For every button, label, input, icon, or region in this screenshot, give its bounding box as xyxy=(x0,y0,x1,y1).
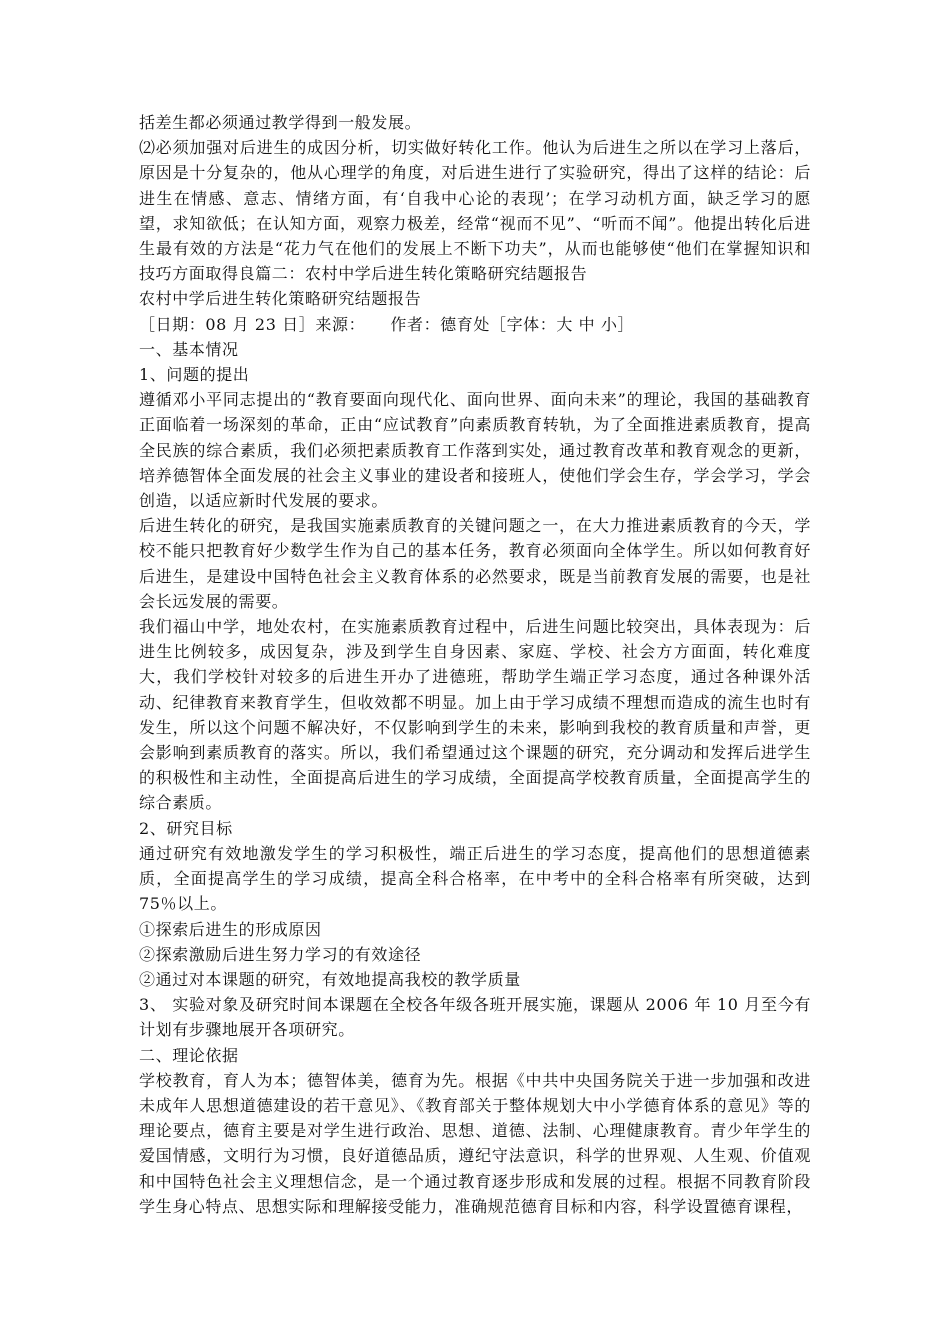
section-heading-theory: 二、理论依据 xyxy=(139,1045,239,1065)
subheading-problem: 1、问题的提出 xyxy=(139,365,250,385)
paragraph-goals: 通过研究有效地激发学生的学习积极性，端正后进生的学习态度，提高他们的思想道德素质，全面提高学生的学习成绩，提高全科合格率，在中考中的全科合格率有所突破，达到 75％以上。 xyxy=(139,843,811,914)
paragraph-theory: 学校教育，育人为本；德智体美，德育为先。根据《中共中央国务院关于进一步加强和改进未成年人思想道德建设的若干意见》、《教育部关于整体规划大中小学德育体系的意见》等的理论要点，德育主要是对学生进行政治、思想、道德、法制、心理健康教育。青少年学生的爱国情感，文明行为习惯，良好道德品质，遵纪守法意识，科学的世界观、人生观、价值观和中国特色社会主义理想信念，是一个通过教育逐步形成和发展的过程。根据不同教育阶段学生身心特点、思想实际和理解接受能力，准确规范德育目标和内容，科学设置德育课程， xyxy=(139,1070,811,1216)
subheading-goals: 2、研究目标 xyxy=(139,818,233,838)
paragraph-background: 遵循邓小平同志提出的“教育要面向现代化、面向世界、面向未来”的理论，我国的基础教育正面临着一场深刻的革命，正由“应试教育”向素质教育转轨，为了全面推进素质教育，提高全民族的综合素质，我们必须把素质教育工作落到实处，通过教育改革和教育观念的更新，培养德智体全面发展的社会主义事业的建设者和接班人，使他们学会生存，学会学习，学会创造，以适应新时代发展的要求。 xyxy=(139,390,811,511)
document-body xyxy=(139,110,811,1219)
goal-item-2: ②探索激励后进生努力学习的有效途径 xyxy=(139,944,422,964)
paragraph-analysis: ⑵必须加强对后进生的成因分析，切实做好转化工作。他认为后进生之所以在学习上落后，原因是十分复杂的，他从心理学的角度，对后进生进行了实验研究，得出了这样的结论：后进生在情感、意志、情绪方面，有‘自我中心论的表现’；在学习动机方面，缺乏学习的愿望，求知欲低；在认知方面，观察力极差，经常“视而不见”、“听而不闻”。他提出转化后进生最有效的方法是“花力气在他们的发展上不断下功夫”，从而也能够使“他们在掌握知识和技巧方面取得良篇二：农村中学后进生转化策略研究结题报告 xyxy=(139,138,811,284)
section-heading-basic: 一、基本情况 xyxy=(139,339,239,359)
report-meta-line: ［日期：08 月 23 日］来源： 作者：德育处［字体：大 中 小］ xyxy=(139,314,635,334)
paragraph-significance: 后进生转化的研究，是我国实施素质教育的关键问题之一，在大力推进素质教育的今天，学校不能只把教育好少数学生作为自己的基本任务，教育必须面向全体学生。所以如何教育好后进生，是建设中国特色社会主义教育体系的必然要求，既是当前教育发展的需要，也是社会长远发展的需要。 xyxy=(139,516,811,611)
paragraph-subjects-time: 3、 实验对象及研究时间本课题在全校各年级各班开展实施，课题从 2006 年 10 月至今有计划有步骤地展开各项研究。 xyxy=(139,995,811,1040)
paragraph-continuation: 括差生都必须通过教学得到一般发展。 xyxy=(139,113,422,132)
report-title: 农村中学后进生转化策略研究结题报告 xyxy=(139,289,422,309)
goal-item-1: ①探索后进生的形成原因 xyxy=(139,919,322,939)
goal-item-3: ②通过对本课题的研究，有效地提高我校的教学质量 xyxy=(139,969,521,989)
paragraph-school-situation: 我们福山中学，地处农村，在实施素质教育过程中，后进生问题比较突出，具体表现为：后进生比例较多，成因复杂，涉及到学生自身因素、家庭、学校、社会方方面面，转化难度大，我们学校针对较多的后进生开办了进德班，帮助学生端正学习态度，通过各种课外活动、纪律教育来教育学生，但收效都不明显。加上由于学习成绩不理想而造成的流生也时有发生，所以这个问题不解决好，不仅影响到学生的未来，影响到我校的教育质量和声誉，更会影响到素质教育的落实。所以，我们希望通过这个课题的研究，充分调动和发挥后进学生的积极性和主动性，全面提高后进生的学习成绩，全面提高学校教育质量，全面提高学生的综合素质。 xyxy=(139,617,811,813)
